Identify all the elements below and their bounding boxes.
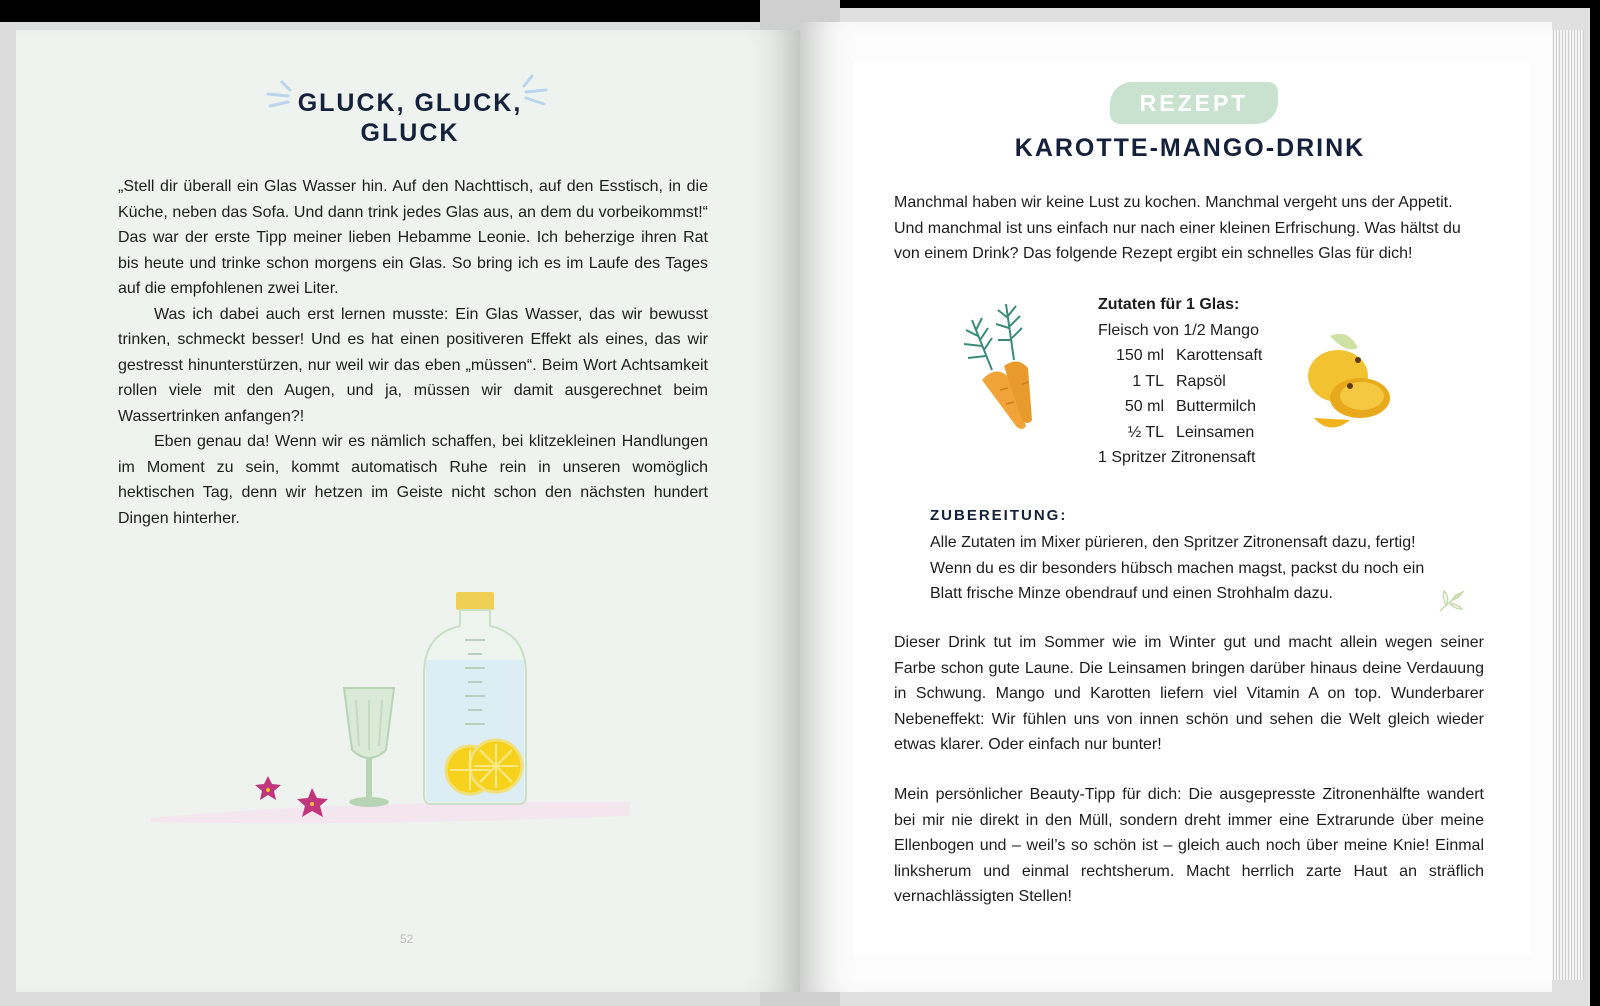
ingredients-list [1098,292,1298,471]
leaf-icon [1436,585,1468,615]
ingredient-name: Rapsöl [1176,372,1226,390]
ingredients-heading: Zutaten für 1 Glas: [1098,296,1240,313]
ingredient-name: Karottensaft [1176,347,1263,364]
recipe-title: KAROTTE-MANGO-DRINK [1014,134,1366,162]
preparation-text [930,530,1450,607]
title-line-1: GLUCK, GLUCK, [297,89,523,117]
paragraph: „Stell dir überall ein Glas Wasser hin. Auf den Nachttisch, auf den Esstisch, in die Küche, neben das Sofa. Und dann trink jedes Glas aus, an dem du vorbeikommst!“ Das war der erste Tipp meiner lieben Hebamme Leonie. Ich beherzige ihren Rat bis heute und trinke schon morgens ein Glas. So bring ich es im Laufe des Tages auf die empfohlenen zwei Liter. [118,178,708,297]
paragraph: Mein persönlicher Beauty-Tipp für dich: Die ausgepresste Zitronenhälfte wandert bei mir nie direkt in den Müll, sondern dreht immer eine Extrarunde über meine Ellenbogen und – weil’s so schön ist – gleich auch noch über meine Knie! Einmal linksherum und einmal rechtsherum. Macht herrlich zarte Haut an sträflich vernachlässigten Stellen! [894,786,1484,905]
preparation-heading: ZUBEREITUNG: [930,507,1068,524]
title-line-2: GLUCK [360,119,460,147]
mango-illustration [1300,328,1400,438]
ingredient-amount: 150 ml [1115,347,1164,364]
ingredient-item [1098,343,1298,369]
left-page-body [118,174,708,531]
ingredient-amount: 1 TL [1132,372,1164,390]
ingredient-name: Buttermilch [1176,398,1257,415]
ingredient-amount: 50 ml [1124,398,1164,415]
ingredient-name: Leinsamen [1176,423,1255,441]
carrot-illustration [952,300,1062,435]
ingredient-amount: ½ TL [1127,423,1164,441]
paragraph: Was ich dabei auch erst lernen musste: Ein Glas Wasser, das wir bewusst trinken, schmeckt besser! Und es hat einen positiveren Effekt als eines, das wir gestresst hinunterstürzen, nur weil wir das eben „müssen“. Beim Wort Achtsamkeit rollen viele mit den Augen, und ja, müssen wir damit ausgerechnet beim Wassertrinken anfangen?! [118,305,708,425]
intro-text: Manchmal haben wir keine Lust zu kochen. Manchmal vergeht uns der Appetit. Und manchmal ist uns einfach nur nach einer kleinen Erfrischung. Was hältst du von einem Drink? Das folgende Rezept ergibt ein schnelles Glas für dich! [894,194,1461,262]
ingredient-item [1098,394,1298,420]
recipe-intro [894,190,1484,267]
recipe-paragraph-2 [894,782,1484,910]
left-page-title [260,88,560,148]
glass-illustration [344,688,394,807]
recipe-badge: REZEPT [1110,82,1278,124]
ingredient-item: 1 Spritzer Zitronensaft [1098,449,1256,466]
paragraph: Eben genau da! Wenn wir es nämlich schaffen, bei klitzekleinen Handlungen im Moment zu sein, kommt automatisch Ruhe rein in unseren womöglich hektischen Tag, denn wir hetzen im Geiste nicht schon den nächsten hundert Dingen hinterher. [118,433,708,527]
page-edges [1548,30,1584,980]
paragraph: Dieser Drink tut im Sommer wie im Winter gut und macht allein wegen seiner Farbe schon gute Laune. Die Leinsamen bringen darüber hinaus deine Verdauung in Schwung. Mango und Karotten liefern viel Vitamin A on top. Wunderbarer Nebeneffekt: Wir fühlen uns von innen schön und sehen die Welt gleich wieder etwas klarer. Oder einfach nur bunter! [894,634,1484,753]
ingredient-item [1098,369,1298,395]
water-bottle-illustration [140,590,660,850]
recipe-paragraph-1 [894,630,1484,758]
ingredient-item: Fleisch von 1/2 Mango [1098,321,1259,339]
preparation-paragraph: Alle Zutaten im Mixer pürieren, den Spritzer Zitronensaft dazu, fertig! Wenn du es dir besonders hübsch machen magst, packst du noch ein Blatt frische Minze obendrauf und einen Strohhalm dazu. [930,534,1425,602]
page-number: 52 [400,932,414,946]
ingredient-item [1098,420,1298,446]
